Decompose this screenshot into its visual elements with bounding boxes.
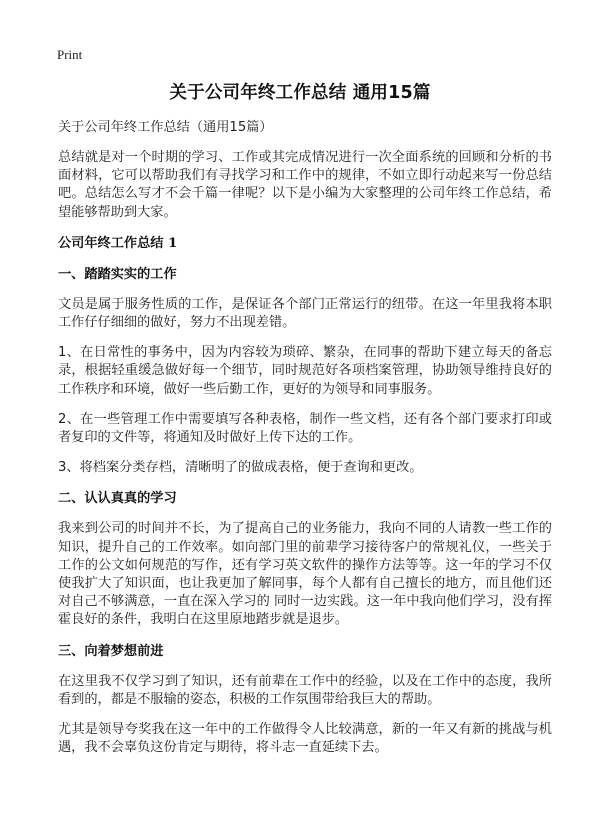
intro-paragraph: 总结就是对一个时期的学习、工作或其完成情况进行一次全面系统的回顾和分析的书面材料，它可以帮助我们有寻找学习和工作中的规律，不如立即行动起来写一份总结吧。总结怎么写才不会千篇一律呢？以下是小编为大家整理的公司年终工作总结，希望能够帮助到大家。 <box>58 150 552 220</box>
body-paragraph: 3、将档案分类存档，清晰明了的做成表格，便于查询和更改。 <box>58 460 423 476</box>
document-title: 关于公司年终工作总结 通用15篇 <box>169 83 431 103</box>
body-paragraph: 尤其是领导夸奖我在这一年中的工作做得令人比较满意，新的一年又有新的挑战与机遇，我不会辜负这份肯定与期待，将斗志一直延续下去。 <box>58 722 552 756</box>
body-paragraph: 我来到公司的时间并不长，为了提高自己的业务能力，我向不同的人请教一些工作的知识，提升自己的工作效率。如向部门里的前辈学习接待客户的常规礼仪，一些关于工作的公文如何规范的写作，还有学习英文软件的操作方法等等。这一年的学习不仅使我扩大了知识面，也让我更加了解同事，每个人都有自己擅长的地方，而且他们还对自己不够满意，一直在深入学习的 同时一边实践。这一年中我向他们学习，没有挥霍良好的条件，我明白在这里原地踏步就是退步。 <box>58 521 552 628</box>
body-paragraph: 在这里我不仅学习到了知识，还有前辈在工作中的经验，以及在工作中的态度，我所看到的，都是不服输的姿态，积极的工作氛围带给我巨大的帮助。 <box>58 673 552 707</box>
section-heading: 三、向着梦想前进 <box>58 643 164 659</box>
document-body <box>58 118 552 769</box>
section-heading: 一、踏踏实实的工作 <box>58 266 177 282</box>
print-link[interactable]: Print <box>57 47 83 62</box>
body-paragraph: 文员是属于服务性质的工作，是保证各个部门正常运行的纽带。在这一年里我将本职工作仔仔细细的做好，努力不出现差错。 <box>58 296 552 331</box>
body-paragraph: 2、在一些管理工作中需要填写各种表格，制作一些文档，还有各个部门要求打印或者复印的文件等，将通知及时做好上传下达的工作。 <box>58 411 552 446</box>
body-paragraph: 1、在日常性的事务中，因为内容较为琐碎、繁杂，在同事的帮助下建立每天的备忘录，根据轻重缓急做好每一个细节，同时规范好各项档案管理，协助领导维持良好的工作秩序和环境，做好一些后勤工作，更好的为领导和同事服务。 <box>58 345 552 397</box>
document-subtitle: 关于公司年终工作总结（通用15篇） <box>58 120 273 135</box>
article-heading: 公司年终工作总结 1 <box>58 235 178 251</box>
section-heading: 二、认认真真的学习 <box>58 491 177 507</box>
